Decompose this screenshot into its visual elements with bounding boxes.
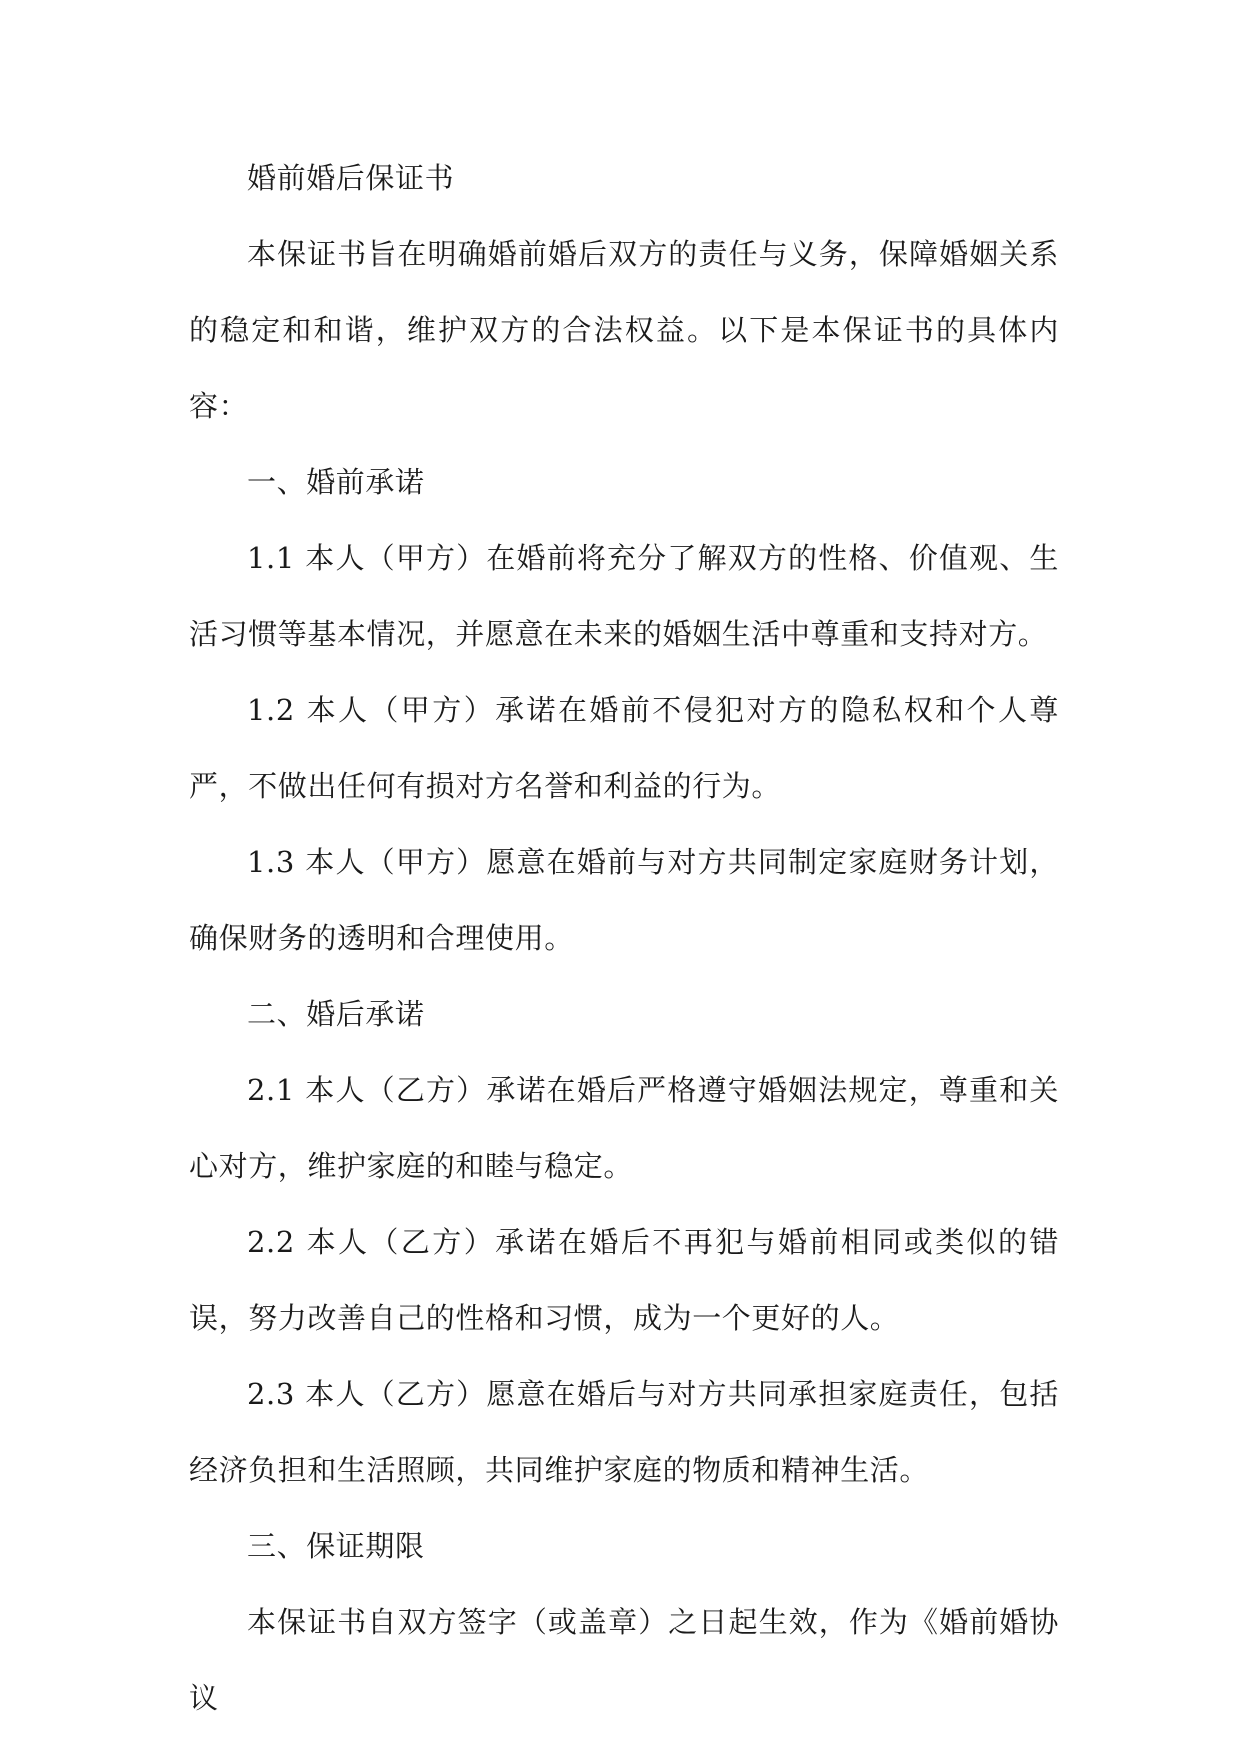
section-heading-premarital: 一、婚前承诺 (247, 465, 425, 499)
document-body (189, 140, 1059, 1736)
clause-1-1: 1.1 本人（甲方）在婚前将充分了解双方的性格、价值观、生活习惯等基本情况，并愿意在未来的婚姻生活中尊重和支持对方。 (189, 541, 1059, 651)
clause-1-2: 1.2 本人（甲方）承诺在婚前不侵犯对方的隐私权和个人尊严，不做出任何有损对方名誉和利益的行为。 (189, 693, 1059, 803)
intro-paragraph: 本保证书旨在明确婚前婚后双方的责任与义务，保障婚姻关系的稳定和和谐，维护双方的合法权益。以下是本保证书的具体内容： (189, 237, 1059, 423)
clause-2-2: 2.2 本人（乙方）承诺在婚后不再犯与婚前相同或类似的错误，努力改善自己的性格和习惯，成为一个更好的人。 (189, 1225, 1059, 1335)
clause-2-1: 2.1 本人（乙方）承诺在婚后严格遵守婚姻法规定，尊重和关心对方，维护家庭的和睦与稳定。 (189, 1073, 1059, 1183)
section-heading-postmarital: 二、婚后承诺 (247, 997, 425, 1031)
section-heading-term: 三、保证期限 (247, 1529, 425, 1563)
clause-2-3: 2.3 本人（乙方）愿意在婚后与对方共同承担家庭责任，包括经济负担和生活照顾，共同维护家庭的物质和精神生活。 (189, 1377, 1059, 1487)
clause-1-3: 1.3 本人（甲方）愿意在婚前与对方共同制定家庭财务计划，确保财务的透明和合理使用。 (189, 845, 1059, 955)
document-title: 婚前婚后保证书 (247, 161, 455, 195)
term-paragraph: 本保证书自双方签字（或盖章）之日起生效，作为《婚前婚协议 (189, 1605, 1059, 1715)
